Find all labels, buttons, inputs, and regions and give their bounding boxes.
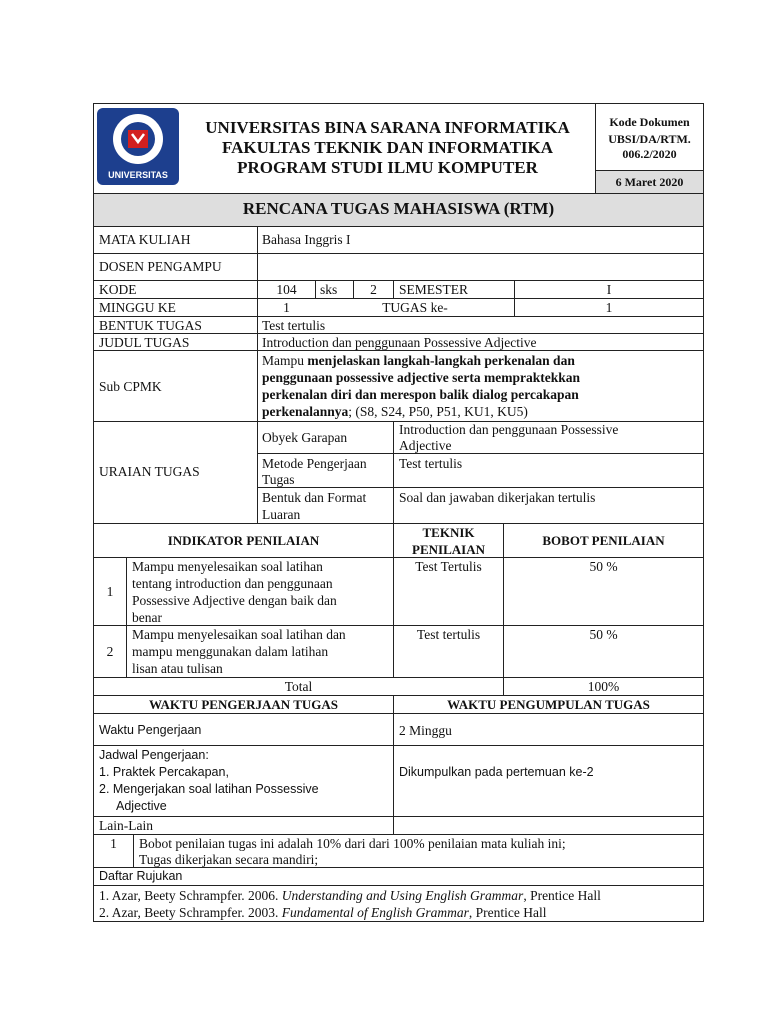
reference-2: [99, 904, 547, 921]
weight-header: BOBOT PENILAIAN: [542, 533, 665, 548]
form-value: Test tertulis: [262, 318, 326, 333]
row2-technique: Test tertulis: [416, 627, 481, 642]
row2-indicator-line2: mampu menggunakan dalam latihan: [132, 644, 329, 659]
object-value-line2: Adjective: [399, 438, 452, 453]
doc-code-label: Kode Dokumen: [609, 115, 690, 129]
course-value: Bahasa Inggris I: [262, 232, 351, 247]
sks-label: sks: [320, 282, 338, 297]
reference-2-author: 2. Azar, Beety Schrampfer. 2003.: [99, 905, 282, 920]
faculty-name: FAKULTAS TEKNIK DAN INFORMATIKA: [221, 138, 554, 157]
uraian-label: URAIAN TUGAS: [99, 464, 200, 479]
doc-code-line2: 006.2/2020: [622, 147, 677, 161]
row2-indicator-line1: Mampu menyelesaikan soal latihan dan: [132, 627, 346, 642]
semester-label: SEMESTER: [399, 282, 469, 297]
other-label: Lain-Lain: [99, 818, 153, 833]
university-name: UNIVERSITAS BINA SARANA INFORMATIKA: [205, 118, 570, 137]
plan-item-1: 1. Praktek Percakapan,: [99, 765, 229, 779]
course-label: MATA KULIAH: [99, 232, 191, 247]
reference-1-title: Understanding and Using English Grammar: [281, 888, 524, 903]
task-label: TUGAS ke-: [382, 300, 448, 315]
work-time-label: Waktu Pengerjaan: [99, 723, 202, 737]
output-label-line1: Bentuk dan Format: [262, 490, 367, 505]
output-label-line2: Luaran: [262, 507, 301, 522]
lecturer-label: DOSEN PENGAMPU: [99, 259, 222, 274]
work-time-header: WAKTU PENGERJAAN TUGAS: [148, 697, 338, 712]
subcpmk-line2: penggunaan possessive adjective serta mempraktekkan: [262, 370, 581, 385]
subcpmk-label: Sub CPMK: [99, 379, 162, 394]
reference-1-author: 1. Azar, Beety Schrampfer. 2006.: [99, 888, 282, 903]
object-value-line1: Introduction dan penggunaan Possessive: [399, 422, 619, 437]
total-label: Total: [284, 679, 313, 694]
row1-technique: Test Tertulis: [415, 559, 482, 574]
technique-header-line1: TEKNIK: [422, 525, 475, 540]
object-label: Obyek Garapan: [262, 430, 348, 445]
row2-number: 2: [106, 644, 114, 659]
sks-value: 2: [370, 282, 377, 297]
row1-indicator-line1: Mampu menyelesaikan soal latihan: [132, 559, 323, 574]
reference-2-publisher: , Prentice Hall: [468, 905, 547, 920]
subcpmk-line4-plain: ; (S8, S24, P50, P51, KU1, KU5): [348, 404, 528, 419]
total-value: 100%: [587, 679, 620, 694]
subcpmk-line1: [262, 352, 575, 369]
submit-value: Dikumpulkan pada pertemuan ke-2: [399, 765, 594, 779]
row1-number: 1: [106, 584, 114, 599]
output-value: Soal dan jawaban dikerjakan tertulis: [399, 490, 596, 505]
plan-item-2-cont: Adjective: [116, 799, 167, 813]
indicator-header: INDIKATOR PENILAIAN: [167, 533, 320, 548]
work-time-value: 2 Minggu: [399, 723, 452, 738]
subcpmk-line4-bold: perkenalannya: [262, 404, 349, 419]
method-label-line1: Metode Pengerjaan: [262, 456, 367, 471]
logo-caption: UNIVERSITAS: [108, 170, 168, 180]
week-label: MINGGU KE: [99, 300, 176, 315]
code-value: 104: [276, 282, 297, 297]
references-label: Daftar Rujukan: [99, 869, 183, 883]
method-value: Test tertulis: [399, 456, 463, 471]
reference-1-publisher: , Prentice Hall: [523, 888, 601, 903]
row1-indicator-line3: Possessive Adjective dengan baik dan: [132, 593, 337, 608]
other-number: 1: [110, 836, 117, 851]
subcpmk-line3: perkenalan diri dan merespon balik dialog percakapan: [262, 387, 579, 402]
row1-indicator-line2: tentang introduction dan penggunaan: [132, 576, 333, 591]
topic-value: Introduction dan penggunaan Possessive Adjective: [262, 335, 537, 350]
subcpmk-line1-bold: menjelaskan langkah-langkah perkenalan dan: [307, 353, 575, 368]
row1-weight: 50 %: [589, 559, 618, 574]
method-label-line2: Tugas: [262, 472, 295, 487]
row1-indicator-line4: benar: [132, 610, 162, 625]
row2-weight: 50 %: [589, 627, 618, 642]
subcpmk-line4: [262, 403, 528, 420]
other-line1: Bobot penilaian tugas ini adalah 10% dari dari 100% penilaian mata kuliah ini;: [139, 836, 566, 851]
document-title: RENCANA TUGAS MAHASISWA (RTM): [242, 199, 555, 218]
doc-code-line1: UBSI/DA/RTM.: [608, 132, 691, 146]
submit-time-header: WAKTU PENGUMPULAN TUGAS: [447, 697, 650, 712]
row2-indicator-line3: lisan atau tulisan: [132, 661, 223, 676]
reference-1: [99, 887, 601, 904]
reference-2-title: Fundamental of English Grammar: [281, 905, 469, 920]
subcpmk-line1-plain: Mampu: [262, 353, 308, 368]
doc-date: 6 Maret 2020: [615, 175, 684, 189]
form-label: BENTUK TUGAS: [99, 318, 202, 333]
semester-value: I: [606, 282, 612, 297]
program-name: PROGRAM STUDI ILMU KOMPUTER: [237, 158, 538, 177]
topic-label: JUDUL TUGAS: [99, 335, 190, 350]
task-value: 1: [605, 300, 613, 315]
week-value: 1: [283, 300, 290, 315]
other-line2: Tugas dikerjakan secara mandiri;: [139, 852, 319, 867]
technique-header-line2: PENILAIAN: [412, 542, 485, 557]
plan-title: Jadwal Pengerjaan:: [99, 748, 209, 762]
code-label: KODE: [99, 282, 137, 297]
plan-item-2: 2. Mengerjakan soal latihan Possessive: [99, 782, 319, 796]
